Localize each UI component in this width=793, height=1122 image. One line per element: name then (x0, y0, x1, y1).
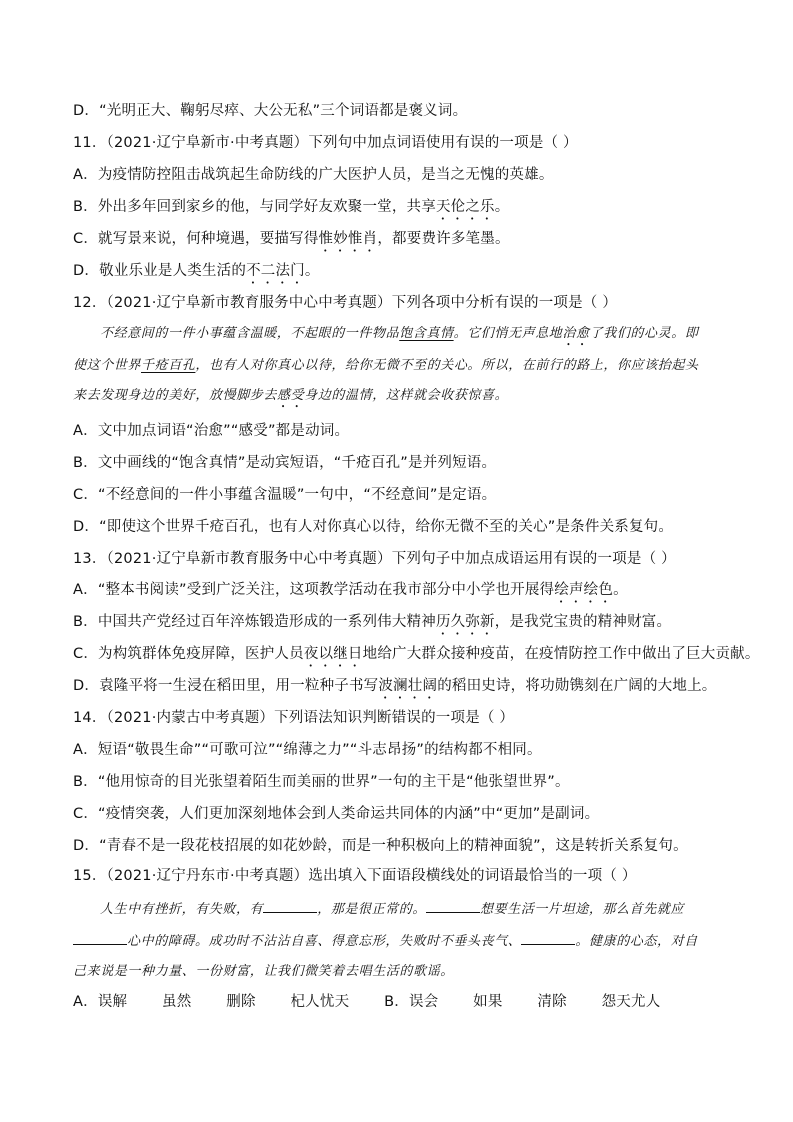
q15-passage-line-1 (100, 898, 753, 920)
q15-passage-line-2 (73, 930, 753, 952)
dotted-term: 治愈 (562, 326, 590, 341)
underlined-phrase: 饱含真情 (399, 326, 454, 341)
dotted-term: 惟妙惟肖 (318, 231, 378, 247)
text: C．就写景来说，何种境遇，要描写得 (73, 231, 319, 247)
q12-passage-line-1 (100, 324, 753, 349)
text: 想要生活一片坦途，那么首先就应 (480, 902, 685, 917)
text: A．“整本书阅读”受到广泛关注，这项教学活动在我市部分中小学也开展得 (73, 582, 555, 598)
text: D．敬业乐业是人类生活的 (73, 263, 247, 279)
text: 地给广大群众接种疫苗，在疫情防控工作中做出了巨大贡献。 (362, 646, 760, 662)
q15-options (73, 992, 753, 1012)
text: C．为构筑群体免疫屏障，医护人员 (73, 646, 304, 662)
fill-blank-3 (73, 930, 127, 945)
q12-passage-line-2 (73, 356, 753, 376)
q15-option-a-word-2: 虽然 (162, 994, 192, 1010)
q14-option-b: B．“他用惊奇的目光张望着陌生而美丽的世界”一句的主干是“他张望世界”。 (73, 774, 570, 790)
q15-option-b-word-2: 如果 (473, 994, 503, 1010)
text: 的稻田史诗，将功勋镌刻在广阔的大地上。 (437, 678, 717, 694)
q15-option-b-word-3: 清除 (537, 994, 567, 1010)
q15-stem: 15．（2021·辽宁丹东市·中考真题）选出填入下面语段横线处的词语最恰当的一项（ ） (73, 868, 637, 884)
dotted-term: 绘声绘色 (554, 582, 614, 598)
text: 。 (494, 199, 510, 215)
q13-option-c (73, 644, 760, 670)
q14-option-a: A．短语“敬畏生命”“可歌可泣”“绵薄之力”“斗志昂扬”的结构都不相同。 (73, 742, 542, 758)
q12-passage-line-3 (73, 386, 753, 411)
q12-stem: 12．（2021·辽宁阜新市教育服务中心中考真题）下列各项中分析有误的一项是（ ） (73, 295, 618, 311)
q12-option-a: A．文中加点词语“治愈”“感受”都是动词。 (73, 423, 350, 439)
text: 了我们的心灵。即 (589, 326, 699, 341)
dotted-term: 感受 (277, 388, 305, 403)
q12-option-b: B．文中画线的“饱含真情”是动宾短语，“千疮百孔”是并列短语。 (73, 455, 497, 471)
fill-blank-4 (521, 930, 575, 945)
underlined-phrase: 千疮百孔 (141, 358, 196, 373)
dotted-term: 历久弥新 (435, 614, 495, 630)
text: B．外出多年回到家乡的他，与同学好友欢聚一堂，共享 (73, 199, 436, 215)
q14-stem: 14．（2021·内蒙古中考真题）下列语法知识判断错误的一项是（ ） (73, 710, 515, 726)
text: 身边的温情，这样就会收获惊喜。 (304, 388, 509, 403)
q11-option-d (73, 261, 753, 287)
q15-passage-line-3: 己来说是一种力量、一份财富，让我们微笑着去唱生活的歌谣。 (73, 964, 454, 979)
text: ，是我党宝贵的精神财富。 (494, 614, 672, 630)
text: ，那是很正常的。 (317, 902, 427, 917)
q14-option-c: C．“疫情突袭，人们更加深刻地体会到人类命运共同体的内涵”中“更加”是副词。 (73, 806, 600, 822)
dotted-term: 波澜壮阔 (378, 678, 438, 694)
text: 。 (613, 582, 628, 598)
q15-option-b-word-4: 怨天尤人 (601, 994, 661, 1010)
q11-option-b (73, 197, 753, 223)
text: ，也有人对你真心以待，给你无微不至的关心。所以，在前行的路上，你应该抬起头 (195, 358, 699, 373)
q15-option-a-word-3: 删除 (226, 994, 256, 1010)
dotted-term: 夜以继日 (303, 646, 363, 662)
q13-option-b (73, 612, 753, 638)
q12-option-d: D．“即使这个世界千疮百孔，也有人对你真心以待，给你无微不至的关心”是条件关系复句。 (73, 519, 674, 535)
text: ，都要费许多笔墨。 (377, 231, 510, 247)
q13-option-d (73, 676, 753, 702)
text: 。 (304, 263, 320, 279)
dotted-term: 不二法门 (246, 263, 305, 279)
q14-option-d: D．“青春不是一段花枝招展的如花妙龄，而是一种积极向上的精神面貌”，这是转折关系复句。 (73, 838, 688, 854)
q10-option-d: D．“光明正大、鞠躬尽瘁、大公无私”三个词语都是褒义词。 (73, 103, 468, 119)
q15-option-a-label: A．误解 (73, 994, 128, 1010)
q11-stem: 11．（2021·辽宁阜新市·中考真题）下列句中加点词语使用有误的一项是（ ） (73, 135, 578, 151)
dotted-term: 天伦之乐 (435, 199, 495, 215)
q15-option-b-label: B．误会 (384, 994, 439, 1010)
text: 。健康的心态，对自 (575, 934, 698, 949)
text: 。它们悄无声息地 (453, 326, 563, 341)
q12-option-c: C．“不经意间的一件小事蕴含温暖”一句中，“不经意间”是定语。 (73, 487, 497, 503)
q13-option-a (73, 580, 753, 606)
text: D．袁隆平将一生浸在稻田里，用一粒种子书写 (73, 678, 379, 694)
text: 人生中有挫折，有失败，有 (100, 902, 264, 917)
text: 使这个世界 (73, 358, 142, 373)
q11-option-c (73, 229, 753, 255)
q15-option-a-word-4: 杞人忧天 (290, 994, 350, 1010)
text: 心中的障碍。成功时不沾沾自喜、得意忘形，失败时不垂头丧气、 (127, 934, 522, 949)
q13-stem: 13．（2021·辽宁阜新市教育服务中心中考真题）下列句子中加点成语运用有误的一项是（ ） (73, 551, 676, 567)
q11-option-a: A．为疫情防控阻击战筑起生命防线的广大医护人员，是当之无愧的英雄。 (73, 167, 554, 183)
text: 来去发现身边的美好，放慢脚步去 (73, 388, 278, 403)
fill-blank-2 (426, 898, 480, 913)
text: B．中国共产党经过百年淬炼锻造形成的一系列伟大精神 (73, 614, 436, 630)
text: 不经意间的一件小事蕴含温暖，不起眼的一件物品 (100, 326, 400, 341)
fill-blank-1 (263, 898, 317, 913)
